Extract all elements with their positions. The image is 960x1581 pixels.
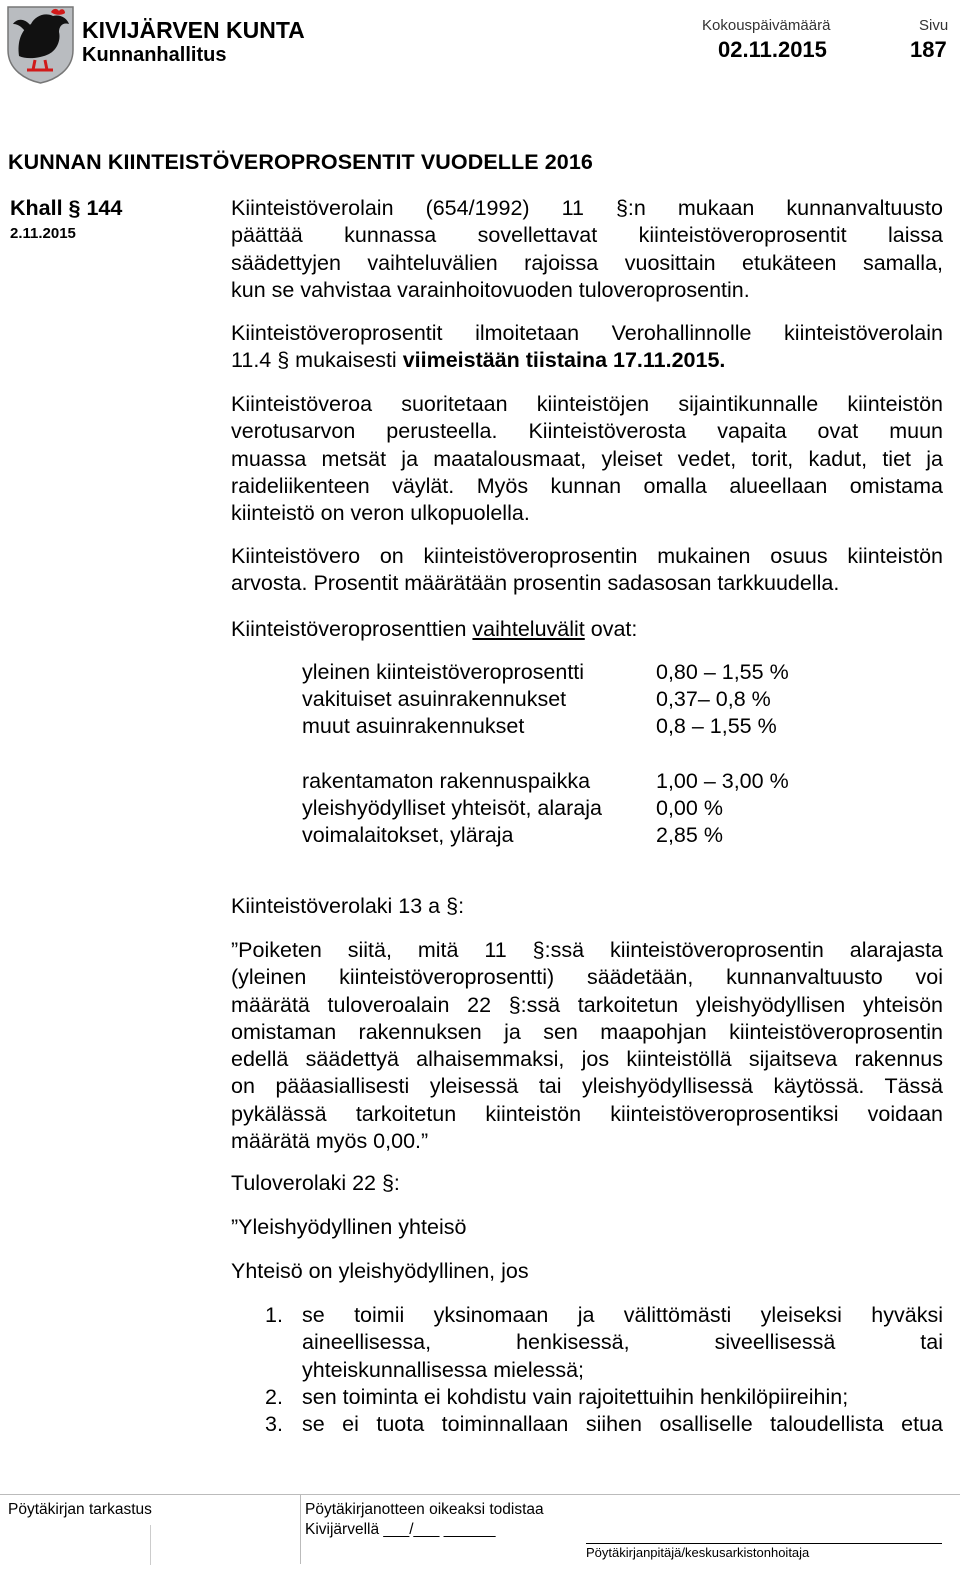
text-line: päättää kunnassa sovellettavat kiinteistöveroprosentit laissa — [231, 223, 943, 248]
text-line: se toimii yksinomaan ja välittömästi yleiseksi hyväksi — [302, 1303, 943, 1327]
rate-label: muut asuinrakennukset — [302, 714, 525, 738]
meeting-date: 02.11.2015 — [718, 37, 827, 62]
rate-label: rakentamaton rakennuspaikka — [302, 769, 591, 793]
text-line: muassa metsät ja maatalousmaat, yleiset vedet, torit, kadut, tiet ja — [231, 446, 943, 471]
rate-value: 2,85 % — [656, 823, 723, 847]
text-line: määrätä myös 0,00.” — [231, 1129, 429, 1154]
law-13a-quote — [231, 937, 943, 1155]
text-line: Kiinteistövero on kiinteistöveroprosentin mukainen osuus kiinteistön — [231, 544, 943, 568]
rate-label: yleinen kiinteistöveroprosentti — [302, 660, 585, 684]
text-line: pykälässä tarkoitetun kiinteistön kiinteistöveroprosentiksi voidaan — [231, 1101, 943, 1126]
signature-line — [586, 1543, 942, 1544]
text-line: Kiinteistöverolain (654/1992) 11 §:n mukaan kunnanvaltuusto — [231, 196, 943, 220]
text-line: kun se vahvistaa varainhoitovuoden tuloveroprosentin. — [231, 277, 750, 302]
list-item — [302, 1384, 943, 1411]
text-line: kiinteistö on veron ulkopuolella. — [231, 501, 530, 526]
paragraph-legal-basis — [231, 195, 943, 304]
text-line: ”Poiketen siitä, mitä 11 §:ssä kiinteistöveroprosentin alarajasta — [231, 938, 943, 962]
text-line: se ei tuota toiminnallaan siihen osalliselle taloudellista etua — [302, 1412, 943, 1436]
footer-inner-divider — [150, 1525, 151, 1565]
org-unit: Kunnanhallitus — [82, 44, 227, 66]
section-title: KUNNAN KIINTEISTÖVEROPROSENTIT VUODELLE 2016 — [8, 150, 593, 174]
footer-review-label: Pöytäkirjan tarkastus — [8, 1501, 152, 1518]
text-line — [231, 347, 943, 374]
list-number: 3. — [265, 1412, 283, 1436]
text-line: omistaman rakennuksen ja sen maapohjan kiinteistöveroprosentin — [231, 1019, 943, 1044]
rate-value: 1,00 – 3,00 % — [656, 769, 789, 793]
rate-value: 0,37– 0,8 % — [656, 687, 771, 711]
underlined-text: vaihteluvälit — [472, 617, 585, 641]
meeting-date-label: Kokouspäivämäärä — [702, 17, 831, 34]
text-line: Kiinteistöveroprosentit ilmoitetaan Verohallinnolle kiinteistöverolain — [231, 321, 943, 345]
text-plain: Kiinteistöveroprosenttien — [231, 617, 473, 641]
paragraph-definition — [231, 543, 943, 598]
org-name: KIVIJÄRVEN KUNTA — [82, 17, 305, 43]
item-date: 2.11.2015 — [10, 225, 76, 242]
text-plain: ovat: — [584, 617, 638, 641]
text-line: sen toiminta ei kohdistu vain rajoitettuihin henkilöpiireihin; — [302, 1385, 849, 1409]
text-line: raideliikenteen väylät. Myös kunnan omalla alueellaan omistama — [231, 473, 943, 498]
text-line: (yleinen kiinteistöveroprosentti) säädetään, kunnanvaltuusto voi — [231, 965, 943, 990]
law-13a-heading: Kiinteistöverolaki 13 a §: — [231, 894, 465, 918]
text-line: määrätä tuloveroalain 22 §:ssä tarkoitetun yleishyödyllisen yhteisön — [231, 992, 943, 1017]
paragraph-ranges-intro — [231, 616, 943, 643]
list-number: 2. — [265, 1385, 283, 1409]
law-22-heading: Tuloverolaki 22 §: — [231, 1171, 400, 1195]
deadline-text: viimeistään tiistaina 17.11.2015. — [402, 348, 726, 373]
list-number: 1. — [265, 1303, 283, 1327]
text-line — [231, 616, 943, 643]
footer-certification-label: Pöytäkirjanotteen oikeaksi todistaa — [305, 1501, 544, 1518]
text-plain: 11.4 § mukaisesti — [231, 348, 403, 373]
text-line: arvosta. Prosentit määrätään prosentin sadasosan tarkkuudella. — [231, 571, 840, 596]
rooster-crest-icon — [5, 4, 76, 84]
text-line: Kiinteistöveroa suoritetaan kiinteistöjen sijaintikunnalle kiinteistön — [231, 392, 943, 416]
text-line: on pääasiallisesti yleisessä tai yleishyödyllisessä käytössä. Tässä — [231, 1074, 943, 1099]
page-number: 187 — [910, 37, 947, 62]
rate-label: yleishyödylliset yhteisöt, alaraja — [302, 796, 602, 820]
footer-place-date: Kivijärvellä ___/___ ______ — [305, 1521, 496, 1538]
item-reference: Khall § 144 — [10, 196, 123, 220]
law-22-intro: Yhteisö on yleishyödyllinen, jos — [231, 1259, 529, 1283]
text-line: säädettyjen vaihteluvälien rajoissa vuosittain etukäteen samalla, — [231, 250, 943, 275]
text-line: yhteiskunnallisessa mielessä; — [302, 1357, 585, 1382]
paragraph-notification — [231, 320, 943, 375]
paragraph-tax-basis — [231, 391, 943, 527]
law-22-quote-title: ”Yleishyödyllinen yhteisö — [231, 1215, 467, 1239]
list-item — [302, 1411, 943, 1438]
list-item — [302, 1302, 943, 1384]
rate-label: voimalaitokset, yläraja — [302, 823, 514, 847]
rate-value: 0,8 – 1,55 % — [656, 714, 777, 738]
page-label: Sivu — [919, 17, 949, 34]
rate-value: 0,00 % — [656, 796, 723, 820]
text-line: verotusarvon perusteella. Kiinteistöverosta vapaita ovat muun — [231, 419, 943, 444]
footer-signer-role: Pöytäkirjanpitäjä/keskusarkistonhoitaja — [586, 1545, 810, 1560]
rate-label: vakituiset asuinrakennukset — [302, 687, 567, 711]
text-line: aineellisessa, henkisessä, siveellisessä tai — [302, 1330, 943, 1355]
rate-value: 0,80 – 1,55 % — [656, 660, 789, 684]
text-line: edellä säädettyä alhaisemmaksi, jos kiinteistöllä sijaitseva rakennus — [231, 1047, 943, 1072]
